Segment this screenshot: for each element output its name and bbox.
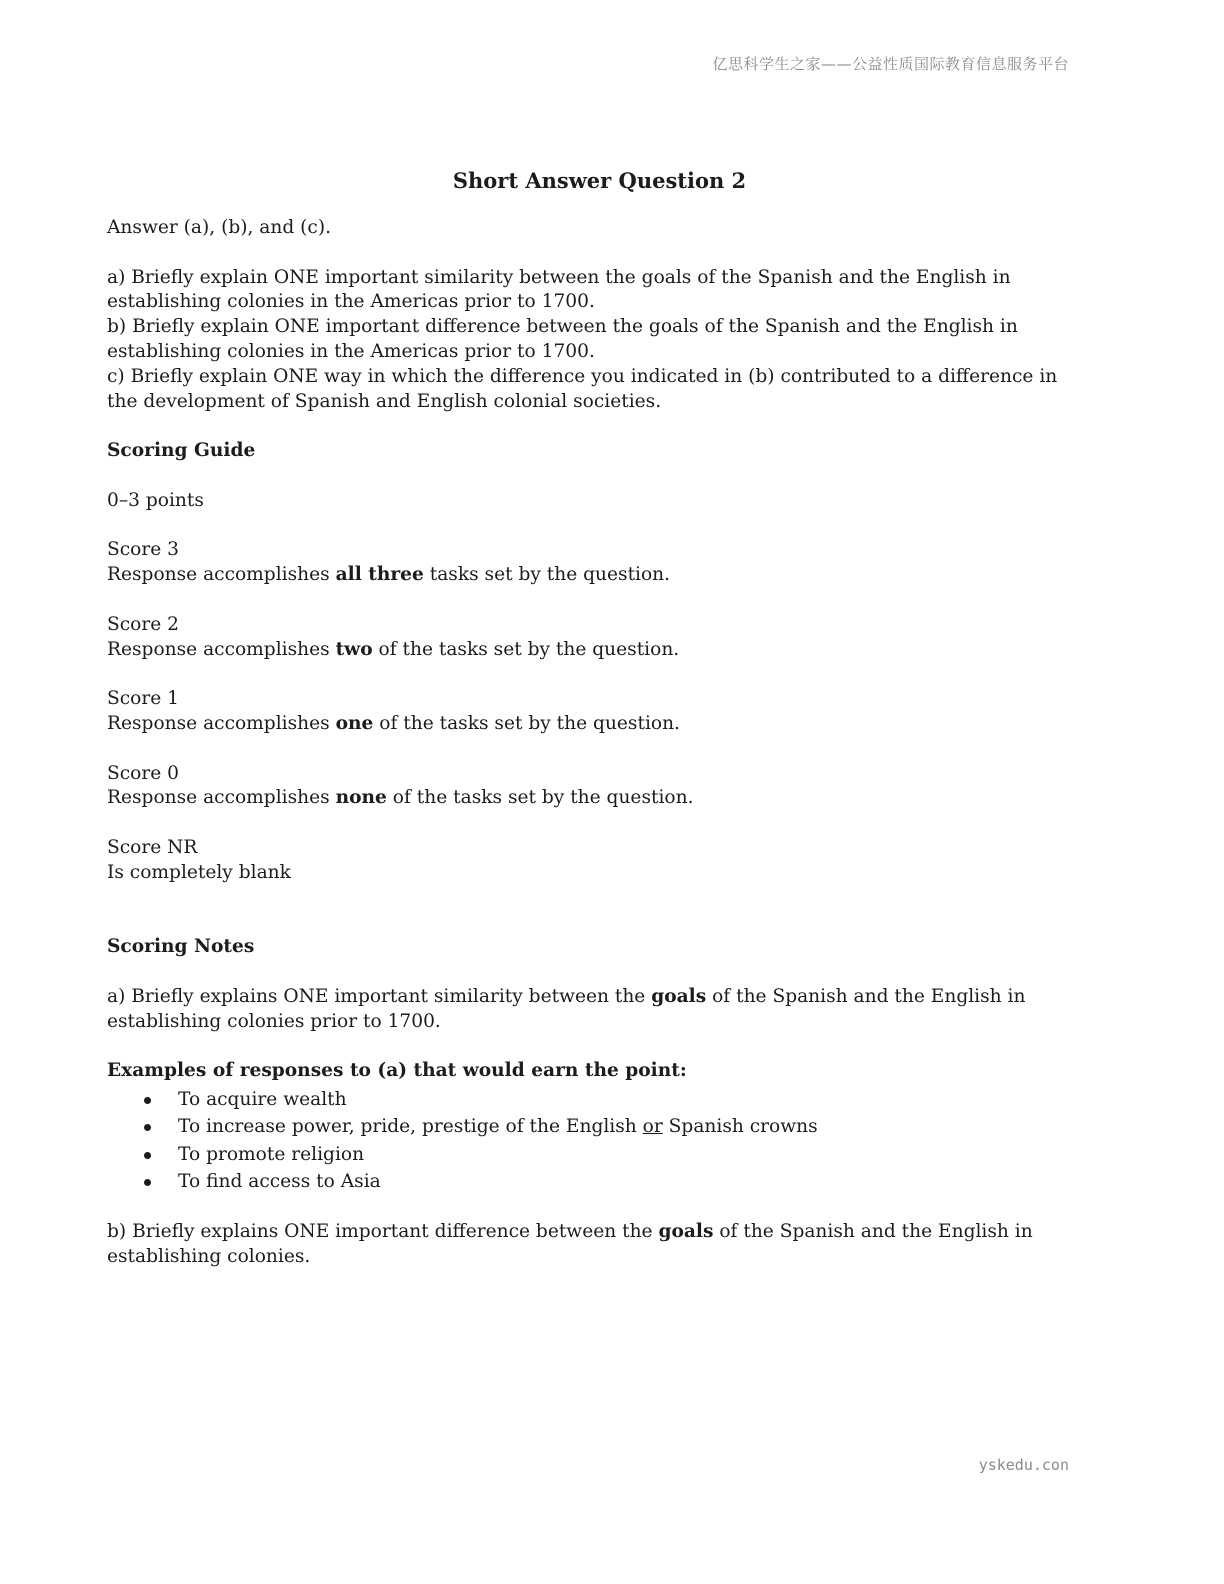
- instruction-text: Answer (a), (b), and (c).: [107, 217, 332, 238]
- scoring-notes-heading: Scoring Notes: [107, 936, 255, 958]
- score-block-nr: [107, 836, 1092, 886]
- header-watermark: 亿思科学生之家——公益性质国际教育信息服务平台: [712, 55, 1069, 73]
- score-description: Response accomplishes all three tasks set by the question.: [107, 564, 671, 586]
- score-block-0: [107, 762, 1092, 812]
- list-item: To find access to Asia: [107, 1168, 1092, 1195]
- bullet-icon: [144, 1152, 151, 1159]
- footer-watermark: yskedu.con: [978, 1456, 1069, 1474]
- score-label: Score 3: [107, 539, 179, 561]
- examples-list: [107, 1086, 1092, 1196]
- note-b: b) Briefly explains ONE important difference between the goals of the Spanish and the English in establishing colonies.: [107, 1221, 1033, 1268]
- note-a: a) Briefly explains ONE important similarity between the goals of the Spanish and the English in establishing colonies prior to 1700.: [107, 985, 1026, 1032]
- scoring-guide-heading: Scoring Guide: [107, 440, 256, 462]
- question-a: a) Briefly explain ONE important similarity between the goals of the Spanish and the English in establishing colonies in the Americas prior to 1700.: [107, 266, 1011, 313]
- score-description: Response accomplishes two of the tasks set by the question.: [107, 638, 680, 660]
- list-item: To increase power, pride, prestige of the English or Spanish crowns: [107, 1113, 1092, 1140]
- score-block-1: [107, 687, 1092, 737]
- score-label: Score 1: [107, 688, 179, 710]
- score-description: Response accomplishes one of the tasks set by the question.: [107, 712, 680, 734]
- question-b: b) Briefly explain ONE important difference between the goals of the Spanish and the English in establishing colonies in the Americas prior to 1700.: [107, 316, 1018, 362]
- list-item: To acquire wealth: [107, 1086, 1092, 1113]
- score-label: Score 0: [107, 762, 179, 784]
- bullet-icon: [144, 1097, 151, 1104]
- page-title: Short Answer Question 2: [452, 168, 747, 193]
- bullet-icon: [144, 1124, 151, 1131]
- score-description: Is completely blank: [107, 861, 291, 883]
- bullet-icon: [144, 1179, 151, 1186]
- question-c: c) Briefly explain ONE way in which the difference you indicated in (b) contributed to a difference in the development of Spanish and English colonial societies.: [107, 365, 1058, 412]
- score-label: Score NR: [107, 836, 198, 858]
- score-description: Response accomplishes none of the tasks set by the question.: [107, 787, 694, 809]
- score-label: Score 2: [107, 613, 179, 635]
- score-block-2: [107, 613, 1092, 663]
- score-block-3: [107, 538, 1092, 588]
- list-item: To promote religion: [107, 1141, 1092, 1168]
- examples-heading: Examples of responses to (a) that would earn the point:: [107, 1060, 687, 1082]
- document-page: [107, 166, 1092, 1270]
- points-range: 0–3 points: [107, 489, 204, 511]
